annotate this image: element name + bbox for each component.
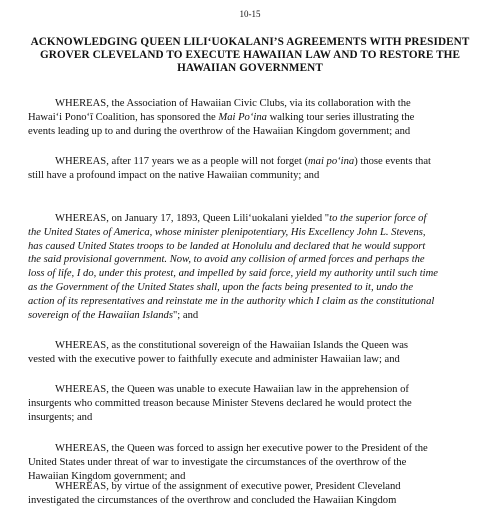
paragraph-line: WHEREAS, as the constitutional sovereign of the Hawaiian Islands the Queen was (55, 340, 409, 351)
paragraph-line: investigated the circumstances of the overthrow and concluded the Hawaiian Kingdom (28, 494, 397, 506)
whereas-paragraph-2 (28, 155, 480, 183)
paragraph-line: Hawaiian Kingdom government; and (28, 470, 186, 482)
paragraph-line: as the Government of the United States shall, upon the facts being presented to it, undo the (28, 281, 414, 293)
paragraph-line: loss of life, I do, under this protest, and impelled by said force, yield my authority until such time (28, 268, 438, 280)
paragraph-line: insurgents who committed treason because Minister Stevens declared he would protect the (28, 397, 412, 409)
paragraph-line: the United States of America, whose minister plenipotentiary, His Excellency John L. Stevens, (28, 226, 426, 238)
title-line: GROVER CLEVELAND TO EXECUTE HAWAIIAN LAW AND TO RESTORE THE (39, 49, 461, 61)
title-line: ACKNOWLEDGING QUEEN LILI‘UOKALANI’S AGREEMENTS WITH PRESIDENT (30, 36, 470, 48)
paragraph-line: insurgents; and (28, 411, 93, 423)
whereas-paragraph-3 (28, 212, 480, 322)
page-number: 10-15 (239, 9, 261, 19)
paragraph-line: events leading up to and during the overthrow of the Hawaiian Kingdom government; and (28, 125, 411, 137)
whereas-paragraph-6 (28, 442, 480, 483)
paragraph-line: United States under threat of war to investigate the circumstances of the overthrow of the (28, 456, 407, 468)
paragraph-line: action of its representatives and reinstate me in the authority which I claim as the constitutional (28, 295, 435, 307)
paragraph-line: has caused United States troops to be landed at Honolulu and declared that he would support (28, 240, 426, 252)
paragraph-line: sovereign of the Hawaiian Islands"; and (28, 309, 199, 321)
whereas-paragraph-5 (28, 383, 480, 424)
whereas-paragraph-4 (28, 339, 480, 367)
paragraph-line: WHEREAS, on January 17, 1893, Queen Lili‘uokalani yielded "to the superior force of (55, 213, 427, 224)
whereas-paragraph-1 (28, 97, 480, 138)
paragraph-line: WHEREAS, by virtue of the assignment of executive power, President Cleveland (55, 481, 401, 492)
paragraph-line: WHEREAS, after 117 years we as a people will not forget (mai po‘ina) those events that (55, 156, 431, 167)
title-line: HAWAIIAN GOVERNMENT (177, 62, 323, 74)
paragraph-line: Hawai‘i Pono‘ī Coalition, has sponsored the Mai Po‘ina walking tour series illustrating the (28, 111, 415, 123)
whereas-paragraph-7 (28, 480, 480, 508)
paragraph-line: the said provisional government. Now, to avoid any collision of armed forces and perhaps the (28, 254, 425, 266)
document-title (0, 36, 500, 75)
paragraph-line: WHEREAS, the Association of Hawaiian Civic Clubs, via its collaboration with the (55, 98, 411, 109)
paragraph-line: WHEREAS, the Queen was unable to execute Hawaiian law in the apprehension of (55, 384, 409, 395)
paragraph-line: vested with the executive power to faithfully execute and administer Hawaiian law; and (28, 353, 400, 365)
paragraph-line: WHEREAS, the Queen was forced to assign her executive power to the President of the (55, 443, 428, 454)
paragraph-line: still have a profound impact on the native Hawaiian community; and (28, 169, 320, 181)
